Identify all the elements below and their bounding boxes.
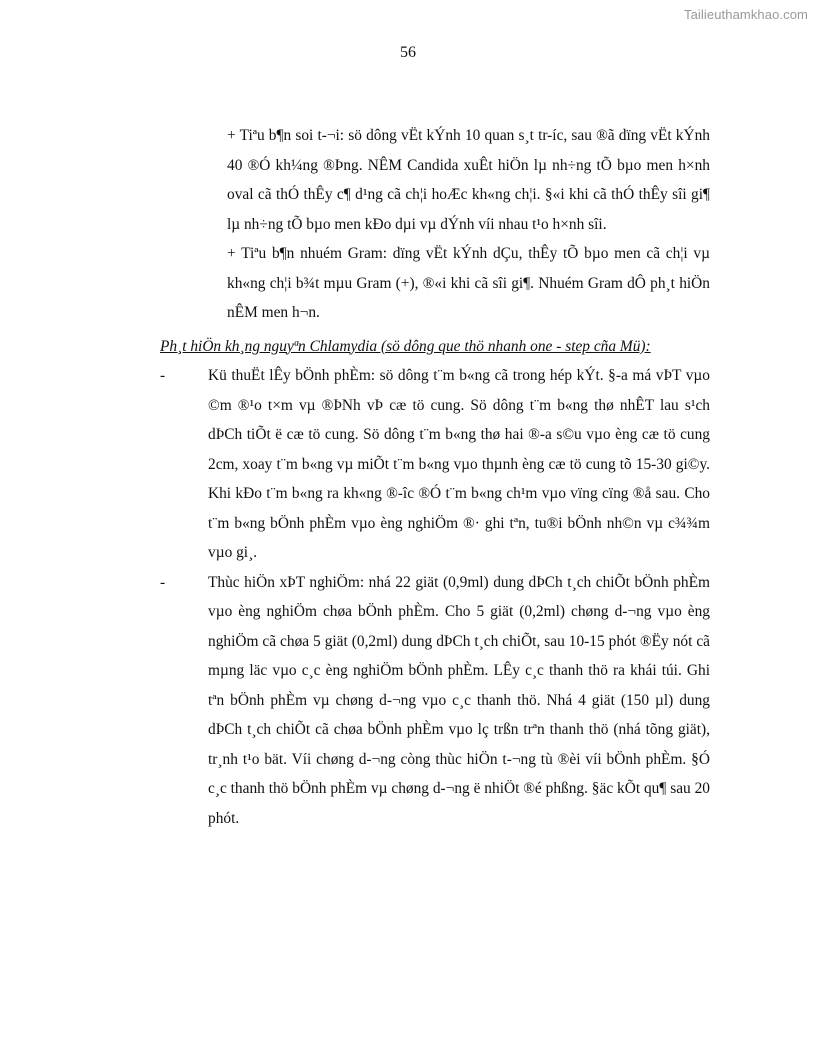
paragraph-gram-stain bbox=[227, 239, 710, 328]
section-heading: Ph¸t hiÖn kh¸ng nguyªn Chlamydia (sö dông que thö nhanh one - step cña Mü): bbox=[160, 337, 651, 355]
list-item-text: Thùc hiÖn xÞT nghiÖm: nhá 22 giät (0,9ml) dung dÞCh t¸ch chiÕt bÖnh phÈm vµo èng nghiÖm chøa bÖnh phÈm. Cho 5 giät (0,2ml) chøng d-¬ng vµo èng nghiÖm cã chøa 5 giät (0,2ml) dung dÞCh t¸ch chiÕt, sau 10-15 phót ®Ëy nót cã mµng läc vµo c¸c èng nghiÖm bÖnh phÈm. LÊy c¸c thanh thö ra khái túi. Ghi tªn bÖnh phÈm vµ chøng d-¬ng vµo c¸c thanh thö. Nhá 4 giät (150 µl) dung dÞCh t¸ch chiÕt cã chøa bÖnh phÈm vµo lç trßn trªn thanh thö (nhá tõng giät), tr¸nh t¹o bät. Víi chøng d-¬ng còng thùc hiÖn t-¬ng tù ®èi víi bÖnh phÈm. §Ó c¸c thanh thö bÖnh phÈm vµ chøng d-¬ng ë nhiÖt ®é phßng. §äc kÕt qu¶ sau 20 phót. bbox=[208, 573, 710, 827]
paragraph-text: Tiªu b¶n nhuém Gram: dïng vËt kÝnh dÇu, thÊy tÕ bµo men cã ch¦i vµ kh«ng ch¦i b¾t mµu Gram (+), ®«i khi cã sîi gi¶. Nhuém Gram dÔ ph¸t hiÖn nÊM men h¬n. bbox=[227, 245, 710, 321]
list-marker: - bbox=[160, 367, 166, 384]
list-item-text: Kü thuËt lÊy bÖnh phÈm: sö dông t¨m b«ng cã trong hép kÝt. §-a má vÞT vµo ©m ®¹o t×m vµ ®ÞNh vÞ cæ tö cung. Sö dông t¨m b«ng thø nhÊT lau s¹ch dÞCh tiÕt ë cæ tö cung. Sö dông t¨m b«ng thø hai ®-a s©u vµo èng cæ tö cung 2cm, xoay t¨m b«ng vµ miÕt t¨m b«ng vµo thµnh èng cæ tö cung tõ 15-30 gi©y. Khi kÐo t¨m b«ng ra kh«ng ®-îc ®Ó t¨m b«ng ch¹m vµo vïng cïng ®å sau. Cho t¨m b«ng bÖnh phÈm vµo èng nghiÖm ®· ghi tªn, tu®i bÖnh nh©n vµ c¾¾m vµo gi¸. bbox=[208, 367, 710, 561]
paragraph-wet-mount bbox=[227, 121, 710, 239]
watermark: Tailieuthamkhao.com bbox=[683, 7, 808, 22]
list-marker: - bbox=[160, 573, 166, 591]
paragraph-text: Tiªu b¶n soi t-¬i: sö dông vËt kÝnh 10 quan s¸t tr-íc, sau ®ã dïng vËt kÝnh 40 ®Ó kh¼ng ®Þng. NÊM Candida xuÊt hiÖn lµ nh÷ng tÕ bµo men h×nh oval cã thÓ thÊy c¶ d¹ng cã ch¦i hoÆc kh«ng ch¦i. §«i khi cã thÓ thÊy sîi gi¶ lµ nh÷ng tÕ bµo men kÐo dµi vµ dÝnh víi nhau t¹o h×nh sîi. bbox=[227, 127, 711, 233]
page-number: 56 bbox=[400, 44, 416, 61]
page-body bbox=[160, 121, 710, 833]
paragraph-marker: + bbox=[227, 245, 236, 262]
list-item bbox=[160, 568, 710, 834]
paragraph-marker: + bbox=[227, 127, 236, 144]
list-item bbox=[160, 361, 710, 568]
